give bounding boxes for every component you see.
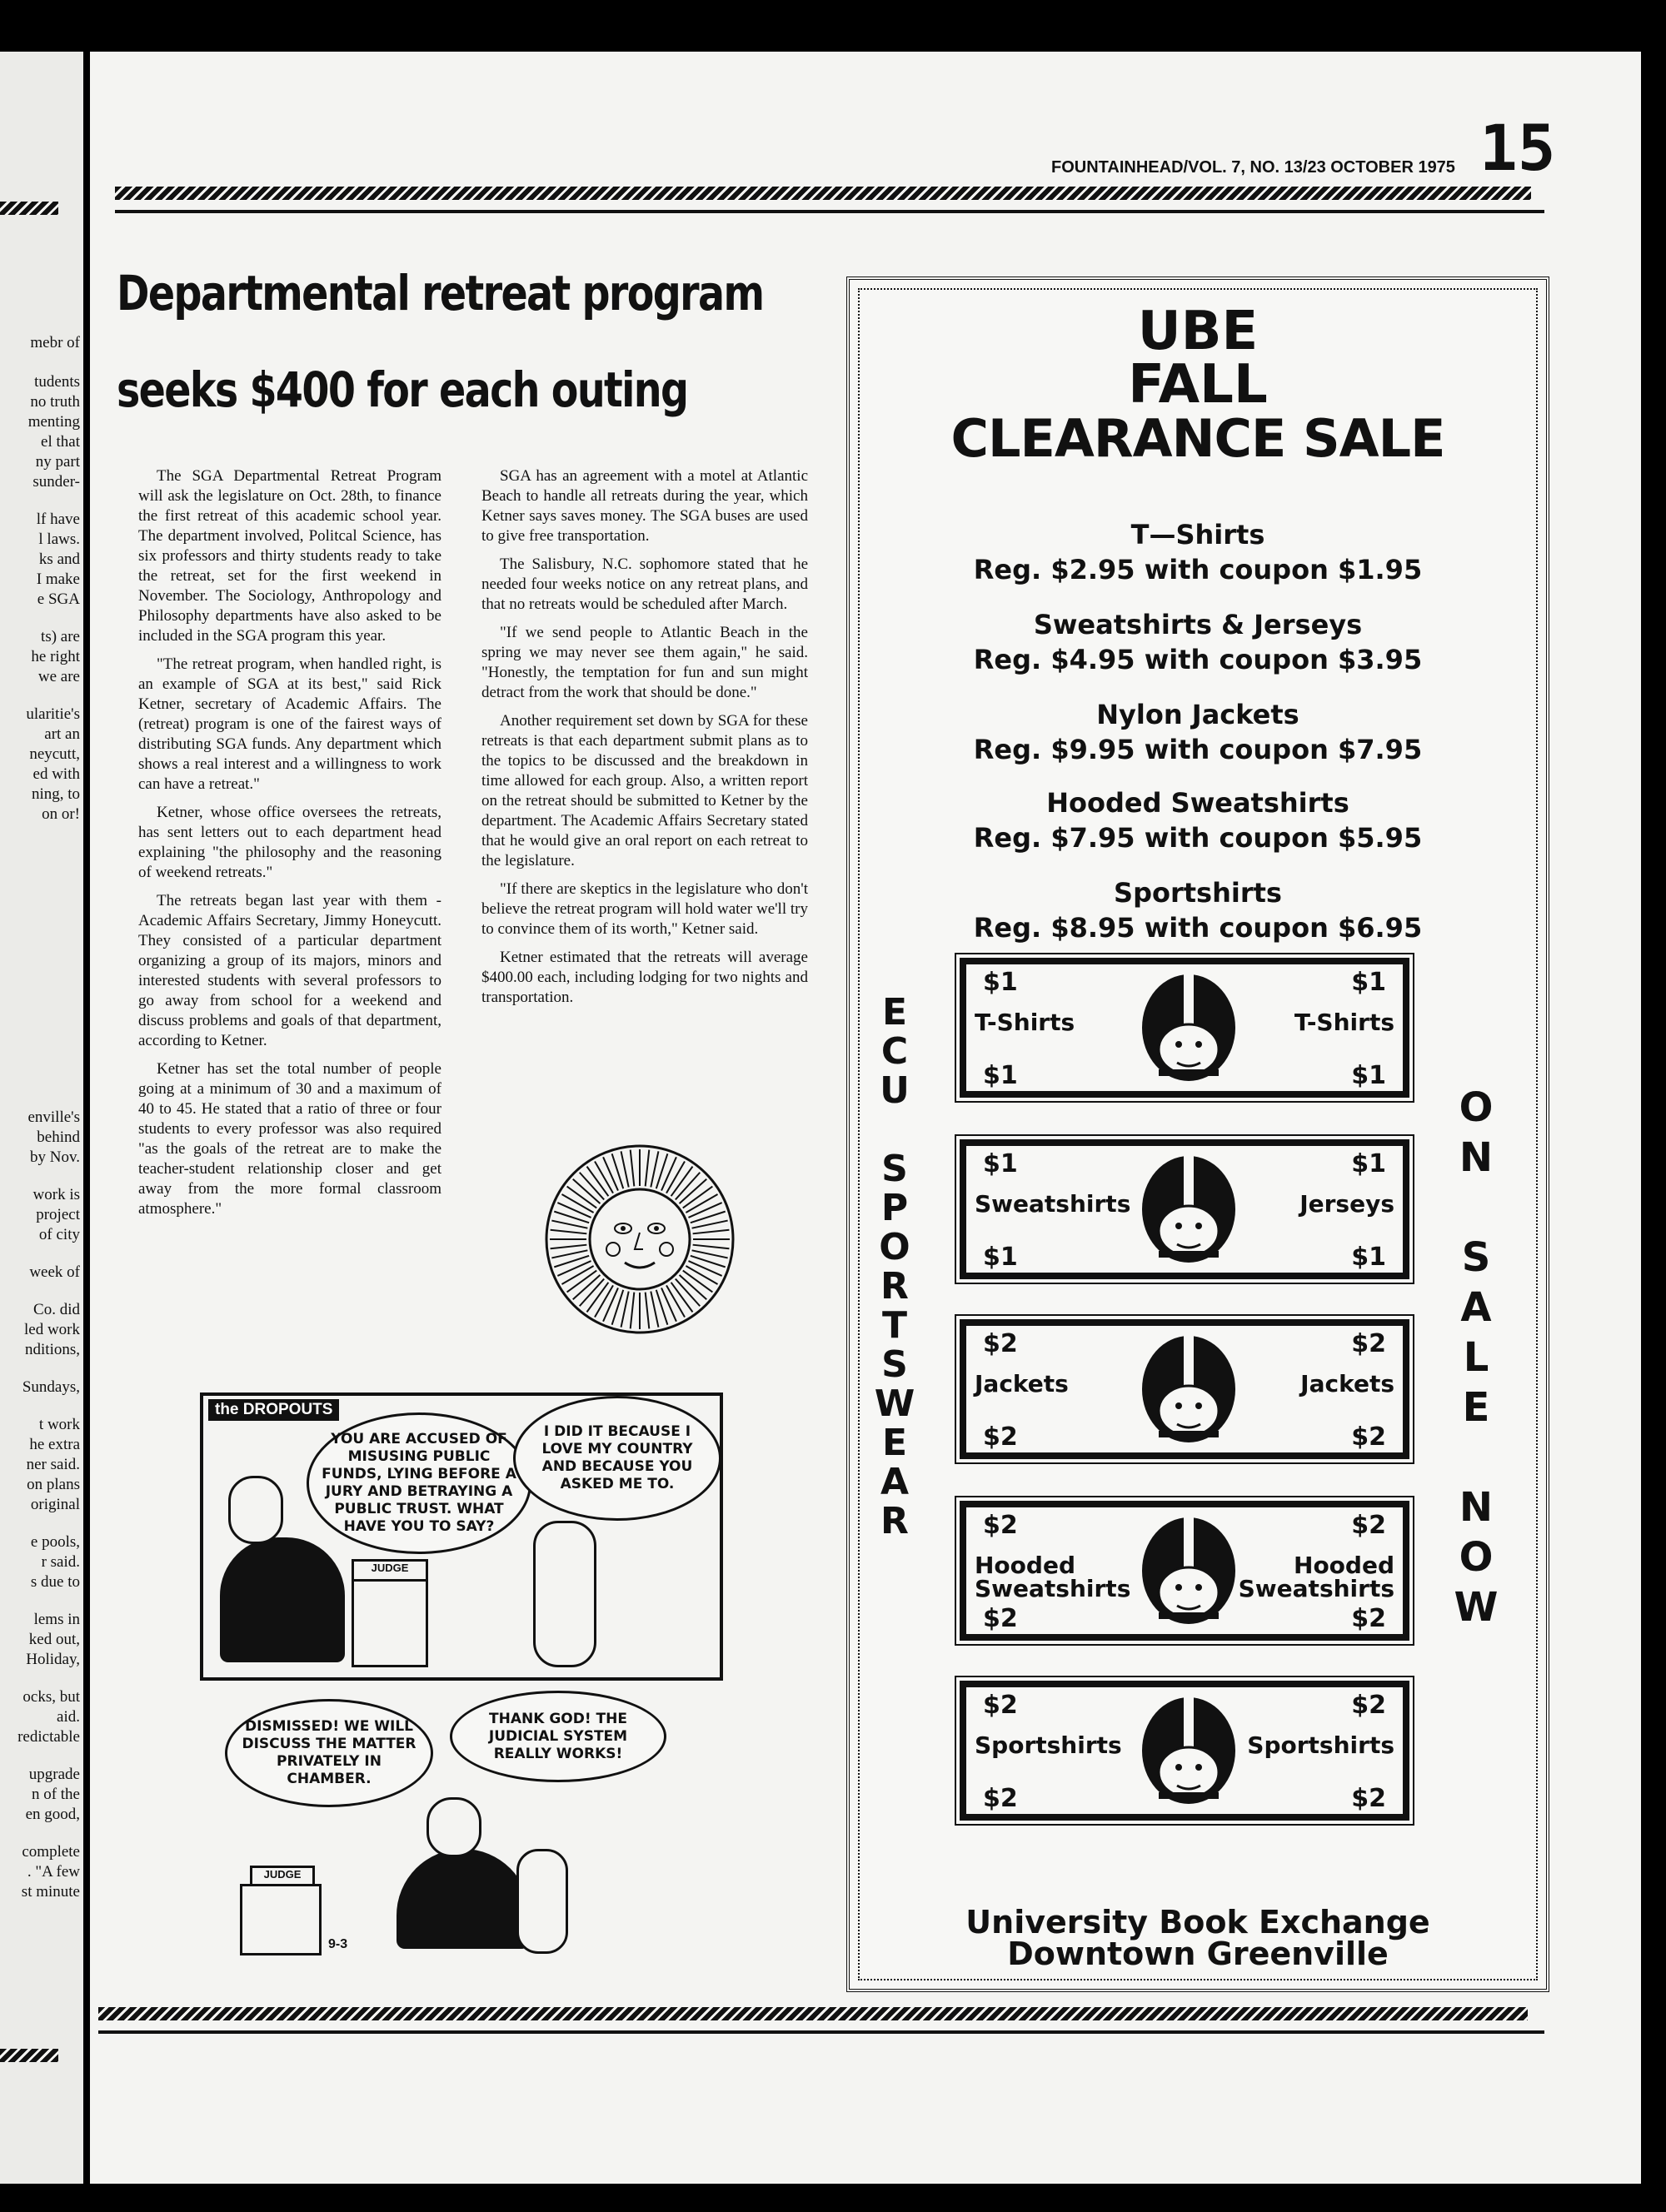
- coupon-item-label: Hooded Sweatshirts: [975, 1552, 1131, 1602]
- paragraph: The retreats began last year with them - Academic Affairs Secretary, Jimmy Honeycutt. They consisted of a particular department organizing a group of its majors, minors and interested students with several professors to go away from school for a weekend and discuss problems and goals of that department, according to Ketner.: [138, 892, 441, 1049]
- paragraph: Another requirement set down by SGA for these retreats is that each department submit plans as to the topics to be discussed and the breakdown in time allowed for each group. Also, a written report on the retreat should be submitted to Ketner by the department. The Academic Affairs Secretary stated that he would give an oral report on each retreat to the legislature.: [481, 712, 808, 869]
- coupon-item-label: Hooded Sweatshirts: [1238, 1552, 1394, 1602]
- left-page-text-fragment: e SGA: [37, 590, 80, 608]
- coupon-value: $2: [1351, 1329, 1386, 1358]
- left-page-text-fragment: lf have: [36, 511, 80, 528]
- coupon: [960, 1681, 1409, 1821]
- vertical-letter: [870, 1110, 920, 1149]
- ad-footer-location: Downtown Greenville: [1007, 1936, 1389, 1972]
- left-page-text-fragment: by Nov.: [30, 1148, 80, 1166]
- left-page-text-fragment: ocks, but: [22, 1688, 80, 1706]
- defendant-figure-2: [516, 1849, 568, 1954]
- vertical-letter: A: [880, 1461, 910, 1503]
- coupon-value: $2: [1351, 1691, 1386, 1720]
- left-page-text-fragment: project: [36, 1206, 80, 1223]
- left-page-text-fragment: n of the: [31, 1786, 80, 1803]
- top-rule: [115, 210, 1544, 213]
- vertical-letter: R: [880, 1500, 909, 1542]
- judge-bench-sign-2: JUDGE: [250, 1866, 315, 1887]
- paragraph: "If there are skeptics in the legislature who don't believe the retreat program will hold water we'll try to convince them of its worth," Ketner said.: [481, 880, 808, 938]
- left-page-text-fragment: sunder-: [32, 473, 80, 491]
- vertical-letter: R: [880, 1265, 909, 1308]
- left-page-text-fragment: he extra: [29, 1436, 80, 1453]
- vertical-letter: [1443, 1432, 1509, 1482]
- coupon-item-label: Jerseys: [1299, 1190, 1394, 1218]
- left-page-text-fragment: we are: [37, 668, 80, 685]
- paragraph: Ketner has set the total number of people going at a minimum of 30 and a maximum of 40 to 45. He stated that a ratio of three or four students to every professor was also required "as the goals of the retreat are to make the teacher-student relationship closer and get away from the more formal classroom atmosphere.": [138, 1060, 441, 1218]
- sale-item-name: Sweatshirts & Jerseys: [1033, 609, 1363, 640]
- coupon: [960, 1501, 1409, 1641]
- left-page-text-fragment: of city: [38, 1226, 80, 1243]
- left-page-text-fragment: neycutt,: [29, 745, 80, 763]
- vertical-letter: [1443, 1183, 1509, 1233]
- vertical-letter: S: [1461, 1234, 1491, 1281]
- left-page-text-fragment: on plans: [27, 1476, 80, 1493]
- headline-line-1: Departmental retreat program: [117, 265, 764, 321]
- sale-item-price: Reg. $2.95 with coupon $1.95: [973, 554, 1423, 585]
- ad-footer-store-name: University Book Exchange: [965, 1904, 1430, 1940]
- defendant-speech-balloon-2: THANK GOD! THE JUDICIAL SYSTEM REALLY WORKS!: [450, 1691, 666, 1782]
- defendant-figure: [533, 1521, 596, 1667]
- coupon-value: $2: [1351, 1511, 1386, 1540]
- comic-title: the DROPOUTS: [208, 1399, 339, 1421]
- coupon: [960, 1319, 1409, 1459]
- left-page-text-fragment: ks and: [38, 551, 80, 568]
- comic-panel-2: [200, 1691, 716, 1965]
- vertical-letter: O: [1459, 1084, 1494, 1131]
- judge-bench-sign: JUDGE: [352, 1559, 428, 1582]
- coupon-value: $2: [983, 1422, 1018, 1452]
- left-page-text-fragment: ny part: [35, 453, 80, 471]
- left-page-text-fragment: tudents: [34, 373, 80, 391]
- left-page-text-fragment: nditions,: [25, 1341, 80, 1358]
- coupon-value: $1: [1351, 968, 1386, 997]
- vertical-letter: E: [881, 1422, 908, 1464]
- paragraph: The Salisbury, N.C. sophomore stated that he needed four weeks notice on any retreat plans, and that no retreats would be scheduled after March.: [481, 555, 808, 613]
- vertical-letter: S: [881, 1343, 908, 1386]
- left-page-text-fragment: e pools,: [30, 1533, 80, 1551]
- sale-item-price: Reg. $7.95 with coupon $5.95: [973, 822, 1423, 854]
- left-page-text-fragment: ts) are: [41, 628, 80, 645]
- coupon-value: $2: [1351, 1422, 1386, 1452]
- left-page-text-fragment: work is: [32, 1186, 80, 1203]
- left-page-text-fragment: ed with: [32, 765, 80, 783]
- ad-title-clearance: CLEARANCE SALE: [950, 408, 1445, 469]
- vertical-letter: W: [874, 1382, 915, 1425]
- football-helmet-icon: [1137, 969, 1240, 1086]
- sale-item-price: Reg. $9.95 with coupon $7.95: [973, 734, 1423, 765]
- coupon-value: $1: [983, 968, 1018, 997]
- publication-line: FOUNTAINHEAD/VOL. 7, NO. 13/23 OCTOBER 1975: [1051, 158, 1455, 177]
- left-page-text-fragment: mebr of: [30, 334, 80, 351]
- coupon-item-label: Sportshirts: [975, 1731, 1122, 1759]
- coupon-value: $2: [983, 1604, 1018, 1633]
- judge-figure: [220, 1537, 345, 1662]
- paragraph: The SGA Departmental Retreat Program will ask the legislature on Oct. 28th, to finance the first retreat of this academic school year. The department involved, Politcal Science, has six professors and thirty students ready to take the retreat, set for the first weekend in November. The Sociology, Anthropology and Philosophy departments have also asked to be included in the SGA program this year.: [138, 467, 441, 645]
- vertical-text-ecu-sportswear: [870, 993, 920, 1541]
- left-page-text-fragment: . "A few: [27, 1863, 80, 1881]
- left-page-text-fragment: lems in: [33, 1611, 80, 1628]
- ad-title-fall: FALL: [1128, 354, 1268, 416]
- vertical-letter: L: [1463, 1334, 1489, 1381]
- coupon-value: $1: [1351, 1061, 1386, 1090]
- vertical-letter: E: [1462, 1384, 1490, 1431]
- coupon-value: $2: [983, 1784, 1018, 1813]
- left-page-text-fragment: Co. did: [33, 1301, 80, 1318]
- ad-title-ube: UBE: [1137, 301, 1259, 362]
- left-page-text-fragment: enville's: [27, 1108, 80, 1126]
- paragraph: "The retreat program, when handled right, is an example of SGA at its best," said Rick Ketner, secretary of Academic Affairs. The (retreat) program is one of the fairest ways of distributing SGA funds. Any department which shows a real interest and a willingness to work can have a retreat.": [138, 655, 441, 793]
- coupon-value: $1: [1351, 1149, 1386, 1178]
- sale-item-price: Reg. $8.95 with coupon $6.95: [973, 912, 1423, 944]
- coupon-item-label: Sweatshirts: [975, 1190, 1131, 1218]
- left-page-text-fragment: Sundays,: [22, 1378, 80, 1396]
- vertical-letter: O: [879, 1226, 910, 1268]
- comic-panel-1: [200, 1392, 723, 1681]
- coupon: [960, 958, 1409, 1098]
- judge-speech-balloon: YOU ARE ACCUSED OF MISUSING PUBLIC FUNDS, LYING BEFORE A JURY AND BETRAYING A PUBLIC TRUST. WHAT HAVE YOU TO SAY?: [307, 1412, 531, 1554]
- sale-item-name: T—Shirts: [1130, 519, 1265, 551]
- judge-figure-2: [397, 1849, 530, 1949]
- football-helmet-icon: [1137, 1151, 1240, 1268]
- coupon-item-label: Sportshirts: [1247, 1731, 1394, 1759]
- left-page-text-fragment: l laws.: [38, 531, 80, 548]
- left-page-text-fragment: el that: [41, 433, 80, 451]
- vertical-letter: A: [1460, 1284, 1492, 1331]
- left-page-text-fragment: ning, to: [31, 785, 80, 803]
- left-page-text-fragment: s due to: [30, 1573, 80, 1591]
- football-helmet-icon: [1137, 1512, 1240, 1629]
- sale-item-name: Nylon Jackets: [1096, 699, 1299, 730]
- left-page-text-fragment: ked out,: [28, 1631, 80, 1648]
- vertical-letter: T: [881, 1304, 907, 1347]
- left-page-text-fragment: menting: [27, 413, 80, 431]
- vertical-letter: N: [1459, 1484, 1494, 1531]
- adjacent-page-fragment: [0, 52, 83, 2184]
- article-column-2: [481, 466, 808, 1016]
- judge-wig-2: [426, 1797, 481, 1857]
- paragraph: "If we send people to Atlantic Beach in the spring we may never see them again," he said. "Honestly, the temptation for fun and sun might detract from the work that should be done.": [481, 624, 808, 701]
- sale-item-name: Hooded Sweatshirts: [1046, 787, 1349, 819]
- coupon-item-label: Jackets: [975, 1370, 1069, 1397]
- vertical-text-on-sale-now: [1443, 1083, 1509, 1632]
- left-page-text-fragment: no truth: [30, 393, 80, 411]
- bottom-ornamental-rule: [98, 2007, 1528, 2020]
- left-page-text-fragment: he right: [31, 648, 80, 665]
- left-page-text-fragment: upgrade: [28, 1766, 80, 1783]
- coupon-value: $1: [983, 1149, 1018, 1178]
- coupon-value: $2: [1351, 1604, 1386, 1633]
- vertical-letter: S: [881, 1148, 908, 1190]
- sale-item-price: Reg. $4.95 with coupon $3.95: [973, 644, 1423, 675]
- left-page-text-fragment: art an: [44, 725, 80, 743]
- sale-item-name: Sportshirts: [1114, 877, 1282, 909]
- left-page-divider: [0, 202, 58, 215]
- judge-wig: [228, 1476, 283, 1544]
- coupon-item-label: T-Shirts: [975, 1009, 1075, 1036]
- left-page-text-fragment: aid.: [57, 1708, 80, 1726]
- football-helmet-icon: [1137, 1331, 1240, 1447]
- top-ornamental-rule: [115, 187, 1531, 200]
- bottom-rule: [98, 2030, 1544, 2034]
- chamber-door: [240, 1884, 322, 1955]
- left-page-text-fragment: en good,: [25, 1806, 80, 1823]
- page-number: 15: [1479, 111, 1556, 185]
- vertical-letter: E: [881, 991, 908, 1034]
- left-page-text-fragment: on or!: [42, 805, 80, 823]
- left-page-text-fragment: I make: [36, 570, 80, 588]
- left-page-text-fragment: Holiday,: [26, 1651, 80, 1668]
- left-page-text-fragment: week of: [29, 1263, 80, 1281]
- left-page-text-fragment: redictable: [17, 1728, 80, 1746]
- left-page-divider-bottom: [0, 2049, 58, 2062]
- judge-speech-balloon-2: DISMISSED! WE WILL DISCUSS THE MATTER PRIVATELY IN CHAMBER.: [225, 1699, 433, 1807]
- left-page-text-fragment: ner said.: [26, 1456, 80, 1473]
- coupon-item-label: Jackets: [1300, 1370, 1394, 1397]
- vertical-letter: C: [880, 1030, 909, 1073]
- defendant-speech-balloon: I DID IT BECAUSE I LOVE MY COUNTRY AND BECAUSE YOU ASKED ME TO.: [513, 1396, 721, 1521]
- coupon-value: $2: [983, 1691, 1018, 1720]
- left-page-text-fragment: r said.: [41, 1553, 80, 1571]
- vertical-letter: U: [880, 1069, 910, 1112]
- judge-bench: [352, 1579, 428, 1667]
- vertical-letter: P: [880, 1187, 909, 1229]
- vertical-letter: N: [1459, 1134, 1494, 1181]
- comic-date: 9-3: [328, 1937, 348, 1951]
- football-helmet-icon: [1137, 1692, 1240, 1809]
- paragraph: Ketner, whose office oversees the retreats, has sent letters out to each department head explaining "the philosophy and the reasoning of weekend retreats.": [138, 804, 441, 881]
- left-page-text-fragment: st minute: [21, 1883, 80, 1901]
- left-page-text-fragment: t work: [38, 1416, 80, 1433]
- left-page-text-fragment: ularitie's: [26, 705, 80, 723]
- coupon-value: $1: [983, 1061, 1018, 1090]
- vertical-letter: W: [1454, 1584, 1499, 1631]
- coupon-value: $2: [983, 1329, 1018, 1358]
- left-page-text-fragment: complete: [22, 1843, 80, 1861]
- headline-line-2: seeks $400 for each outing: [117, 361, 688, 418]
- coupon-value: $2: [1351, 1784, 1386, 1813]
- coupon-value: $1: [983, 1243, 1018, 1272]
- coupon: [960, 1139, 1409, 1279]
- left-page-text-fragment: original: [30, 1496, 80, 1513]
- paragraph: SGA has an agreement with a motel at Atlantic Beach to handle all retreats during the year, which Ketner says saves money. The SGA buses are used to give free transportation.: [481, 467, 808, 545]
- coupon-value: $2: [983, 1511, 1018, 1540]
- paragraph: Ketner estimated that the retreats will average $400.00 each, including lodging for two nights and transportation.: [481, 949, 808, 1006]
- left-page-text-fragment: behind: [37, 1128, 80, 1146]
- coupon-item-label: T-Shirts: [1294, 1009, 1394, 1036]
- coupon-value: $1: [1351, 1243, 1386, 1272]
- ube-sale-advertisement: [846, 276, 1549, 1992]
- sun-illustration: [541, 1141, 738, 1338]
- left-page-text-fragment: led work: [23, 1321, 80, 1338]
- article-column-1: [138, 466, 441, 1228]
- vertical-letter: O: [1459, 1534, 1494, 1581]
